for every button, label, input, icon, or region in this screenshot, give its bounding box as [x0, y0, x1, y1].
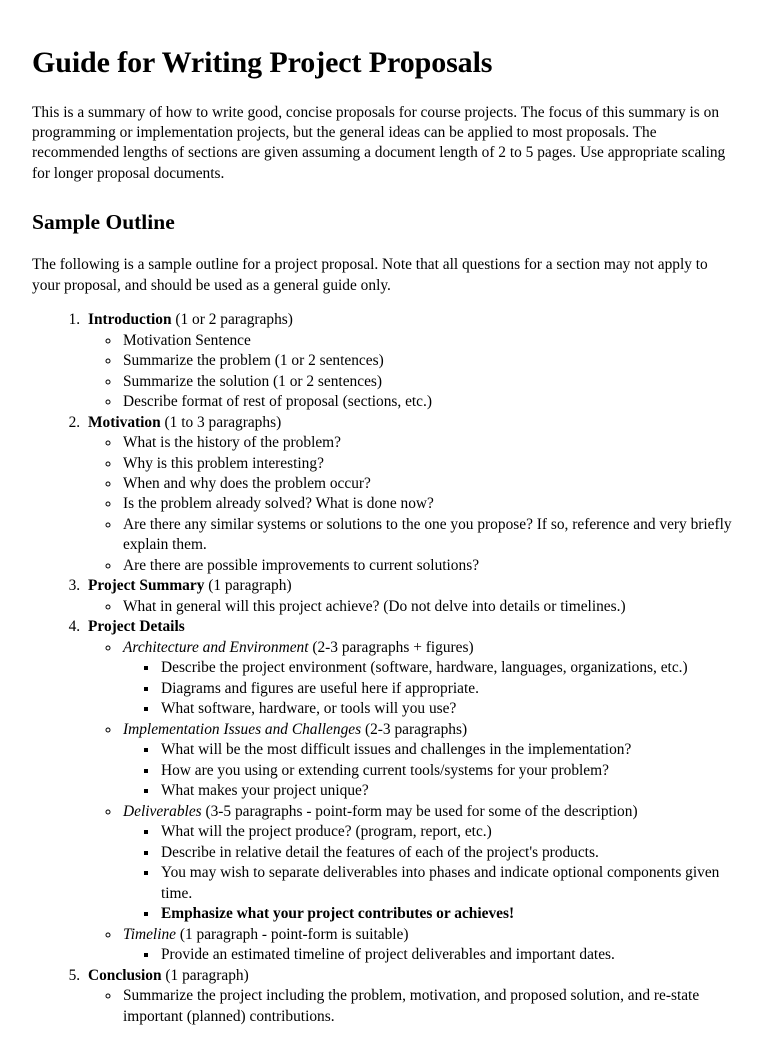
outline-item-label: Are there are possible improvements to current solutions? [123, 556, 480, 574]
outline-item-label: Provide an estimated timeline of project deliverables and important dates. [161, 946, 615, 964]
outline-item-label: Motivation Sentence [123, 331, 251, 349]
section-heading-sample-outline: Sample Outline [32, 210, 175, 235]
list-item [159, 945, 735, 965]
outline-section-item [84, 310, 735, 412]
outline-item-label: Diagrams and figures are useful here if appropriate. [161, 679, 479, 697]
outline-item-label: What in general will this project achieve? (Do not delve into details or timelines.) [123, 597, 626, 615]
outline-sublist-level-2 [88, 597, 735, 617]
list-item [159, 740, 735, 760]
list-item [121, 638, 735, 720]
outline-item-label: Summarize the solution (1 or 2 sentences) [123, 372, 383, 390]
list-item [159, 904, 735, 924]
list-item [159, 843, 735, 863]
list-item [121, 597, 735, 617]
outline-item-note: (3-5 paragraphs - point-form may be used for some of the description) [201, 802, 638, 820]
list-item [159, 822, 735, 842]
list-item [121, 454, 735, 474]
outline-item-label: Describe in relative detail the features of each of the project's products. [161, 843, 599, 861]
list-item [159, 781, 735, 801]
outline-section-label: Introduction [88, 311, 172, 329]
outline-item-label: Why is this problem interesting? [123, 454, 324, 472]
outline-section-item [84, 413, 735, 577]
list-item [121, 372, 735, 392]
outline-section-item [84, 617, 735, 965]
list-item [121, 802, 735, 925]
outline-section-item [84, 576, 735, 617]
outline-item-label: Timeline [123, 925, 177, 943]
list-item [121, 556, 735, 576]
outline-sublist-level-3 [123, 945, 735, 965]
outline-sublist-level-3 [123, 658, 735, 719]
outline-item-label: Describe format of rest of proposal (sections, etc.) [123, 393, 432, 411]
list-item [121, 351, 735, 371]
outline-section-label: Project Summary [88, 577, 205, 595]
outline-sublist-level-2 [88, 638, 735, 966]
outline-item-label: Summarize the problem (1 or 2 sentences) [123, 352, 384, 370]
outline-sublist-level-2 [88, 331, 735, 413]
list-item [159, 699, 735, 719]
outline-section-item [84, 966, 735, 1027]
outline-item-label: When and why does the problem occur? [123, 475, 371, 492]
outline-section-note: (1 or 2 paragraphs) [171, 311, 293, 329]
outline-item-label: What will the project produce? (program, report, etc.) [161, 823, 492, 841]
outline-item-note: (2-3 paragraphs) [361, 720, 468, 738]
outline-section-note: (1 paragraph) [204, 577, 292, 595]
outline-sublist-level-2 [88, 433, 735, 576]
outline-sublist-level-2 [88, 986, 735, 1027]
outline-item-label: Describe the project environment (software, hardware, languages, organizations, etc.) [161, 659, 688, 677]
outline-item-label: Summarize the project including the problem, motivation, and proposed solution, and re-state important (planned) contributions. [123, 987, 700, 1025]
outline-sublist-level-3 [123, 740, 735, 801]
list-item [121, 494, 735, 514]
list-item [159, 679, 735, 699]
list-item [121, 515, 735, 556]
section-intro-paragraph: The following is a sample outline for a project proposal. Note that all questions for a section may not apply to your proposal, and should be used as a general guide only. [32, 256, 708, 294]
page-title: Guide for Writing Project Proposals [32, 46, 493, 79]
outline-item-label: Is the problem already solved? What is done now? [123, 495, 434, 513]
outline-section-note: (1 paragraph) [161, 966, 249, 984]
outline-item-label: What is the history of the problem? [123, 434, 341, 452]
outline-item-label: Deliverables [123, 802, 202, 820]
outline-section-label: Motivation [88, 413, 161, 431]
outline-list [32, 310, 735, 1027]
outline-item-label: What will be the most difficult issues and challenges in the implementation? [161, 741, 632, 759]
list-item [121, 392, 735, 412]
list-item [121, 720, 735, 802]
outline-section-label: Conclusion [88, 966, 162, 984]
outline-item-label: Emphasize what your project contributes or achieves! [161, 905, 515, 923]
outline-item-label: Architecture and Environment [123, 638, 309, 656]
outline-item-label: What software, hardware, or tools will you use? [161, 700, 457, 718]
outline-item-note: (2-3 paragraphs + figures) [308, 638, 474, 656]
outline-item-label: Implementation Issues and Challenges [123, 720, 362, 738]
list-item [121, 433, 735, 453]
outline-item-label: Are there any similar systems or solutions to the one you propose? If so, reference and very briefly explain them. [123, 515, 732, 554]
outline-item-label: How are you using or extending current tools/systems for your problem? [161, 761, 609, 779]
list-item [121, 474, 735, 494]
list-item [121, 986, 735, 1027]
outline-item-label: What makes your project unique? [161, 782, 369, 800]
list-item [121, 331, 735, 351]
intro-paragraph: This is a summary of how to write good, concise proposals for course projects. The focus of this summary is on programming or implementation projects, but the general ideas can be applied to most proposals. The recommended lengths of sections are given assuming a document length of 2 to 5 pages. Use appropriate scaling for longer proposal documents. [32, 103, 726, 182]
outline-section-label: Project Details [88, 618, 185, 636]
outline-item-label: You may wish to separate deliverables into phases and indicate optional components given time. [161, 864, 720, 902]
outline-section-note: (1 to 3 paragraphs) [160, 413, 282, 431]
outline-item-note: (1 paragraph - point-form is suitable) [176, 925, 409, 943]
list-item [159, 658, 735, 678]
list-item [159, 863, 735, 904]
outline-sublist-level-3 [123, 822, 735, 924]
list-item [159, 761, 735, 781]
list-item [121, 925, 735, 966]
